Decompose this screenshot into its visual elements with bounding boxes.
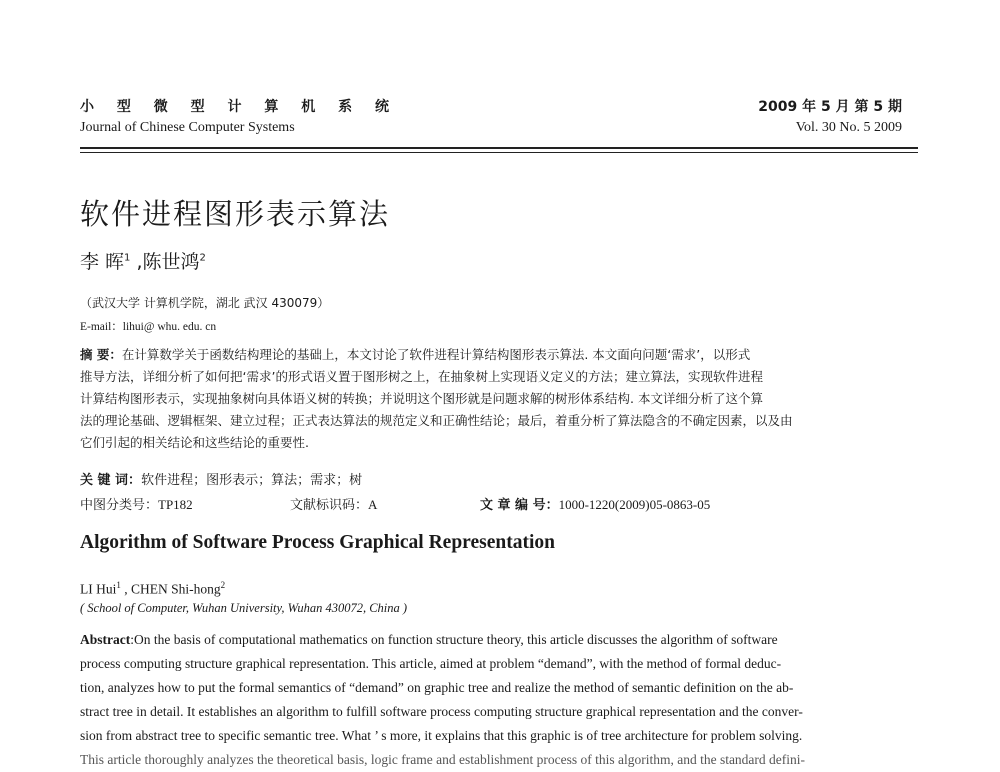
abstract-cn-line: 法的理论基础、逻辑框架、建立过程；正式表达算法的规范定义和正确性结论；最后，着重分析了算法隐含的不确定因素，以及由 <box>80 413 793 428</box>
author-1-sup: 1 <box>124 252 131 264</box>
author-2-cn: 陈世鸿 <box>142 251 200 273</box>
keywords-cn-label: 关 键 词： <box>80 473 142 488</box>
abstract-cn-text: 在计算数学关于函数结构理论的基础上，本文讨论了软件进程计算结构图形表示算法. 本文面向问题‘需求’，以形式 <box>121 347 751 362</box>
header-rule-thick <box>80 147 918 149</box>
affiliation-cn: （武汉大学 计算机学院，湖北 武汉 430079） <box>80 296 330 310</box>
author-2-en-sup: 2 <box>220 580 226 590</box>
abstract-en-line: sion from abstract tree to specific semantic tree. What ’ s more, it explains that this graphic is of tree architecture for problem solving. <box>80 728 803 743</box>
abstract-cn-line: 计算结构图形表示，实现抽象树向具体语义树的转换；并说明这个图形就是问题求解的树形体系结构. 本文详细分析了这个算 <box>80 391 763 406</box>
abstract-en-label: Abstract <box>80 632 131 647</box>
abstract-en <box>80 628 920 772</box>
affiliation-en: ( School of Computer, Wuhan University, Wuhan 430072, China ) <box>80 601 408 615</box>
header-rule-thin <box>80 152 918 153</box>
art-value: 1000-1220(2009)05-0863-05 <box>558 497 711 512</box>
abstract-en-line: This article thoroughly analyzes the theoretical basis, logic frame and establishment process of this algorithm, and the standard defini- <box>80 752 806 767</box>
keywords-cn <box>80 469 362 488</box>
clc-value: TP182 <box>158 497 193 512</box>
classification-row <box>80 494 710 513</box>
authors-cn <box>80 247 206 274</box>
journal-name-cn: 小 型 微 型 计 算 机 系 统 <box>80 99 398 115</box>
clc-label: 中图分类号： <box>80 498 159 513</box>
abstract-en-line: process computing structure graphical representation. This article, aimed at problem “demand”, with the method of formal deduc- <box>80 656 782 671</box>
abstract-cn <box>80 344 920 454</box>
paper-title-en: Algorithm of Software Process Graphical Representation <box>80 532 555 553</box>
author-email[interactable]: E-mail：lihui@ whu. edu. cn <box>80 321 217 333</box>
abstract-cn-line: 推导方法，详细分析了如何把‘需求’的形式语义置于图形树之上，在抽象树上实现语义定义的方法；建立算法，实现软件进程 <box>80 369 763 384</box>
author-1-cn: 李 晖 <box>80 251 125 273</box>
article-number <box>480 494 710 513</box>
authors-en <box>80 580 225 598</box>
abstract-en-line: stract tree in detail. It establishes an algorithm to fulfill software process computing structure graphical representation and the conver- <box>80 704 803 719</box>
abstract-cn-line: 它们引起的相关结论和这些结论的重要性. <box>80 435 309 450</box>
author-1-en-sup: 1 <box>116 580 121 590</box>
abstract-cn-line <box>80 344 920 366</box>
doc-value: A <box>368 497 378 512</box>
author-1-en: LI Hui <box>80 581 117 597</box>
journal-name-en: Journal of Chinese Computer Systems <box>80 120 295 135</box>
art-label: 文 章 编 号： <box>480 498 559 513</box>
keywords-cn-value: 软件进程；图形表示；算法；需求；树 <box>141 473 363 488</box>
abstract-en-text: :On the basis of computational mathematics on function structure theory, this article discusses the algorithm of software <box>130 632 778 647</box>
clc-number <box>80 494 290 513</box>
author-2-en: CHEN Shi-hong <box>131 581 221 597</box>
author-en-separator: , <box>120 581 131 597</box>
doc-label: 文献标识码： <box>290 498 369 513</box>
abstract-cn-label: 摘 要： <box>80 347 122 362</box>
volume-issue: Vol. 30 No. 5 2009 <box>795 120 902 135</box>
issue-date-cn: 2009 年 5 月 第 5 期 <box>758 99 902 115</box>
document-code <box>290 494 480 513</box>
author-2-sup: 2 <box>199 252 206 264</box>
abstract-en-line: tion, analyzes how to put the formal semantics of “demand” on graphic tree and realize the method of semantic definition on the ab- <box>80 680 794 695</box>
abstract-en-line <box>80 628 920 652</box>
paper-title-cn: 软件进程图形表示算法 <box>80 197 391 231</box>
author-separator: , <box>130 251 143 273</box>
